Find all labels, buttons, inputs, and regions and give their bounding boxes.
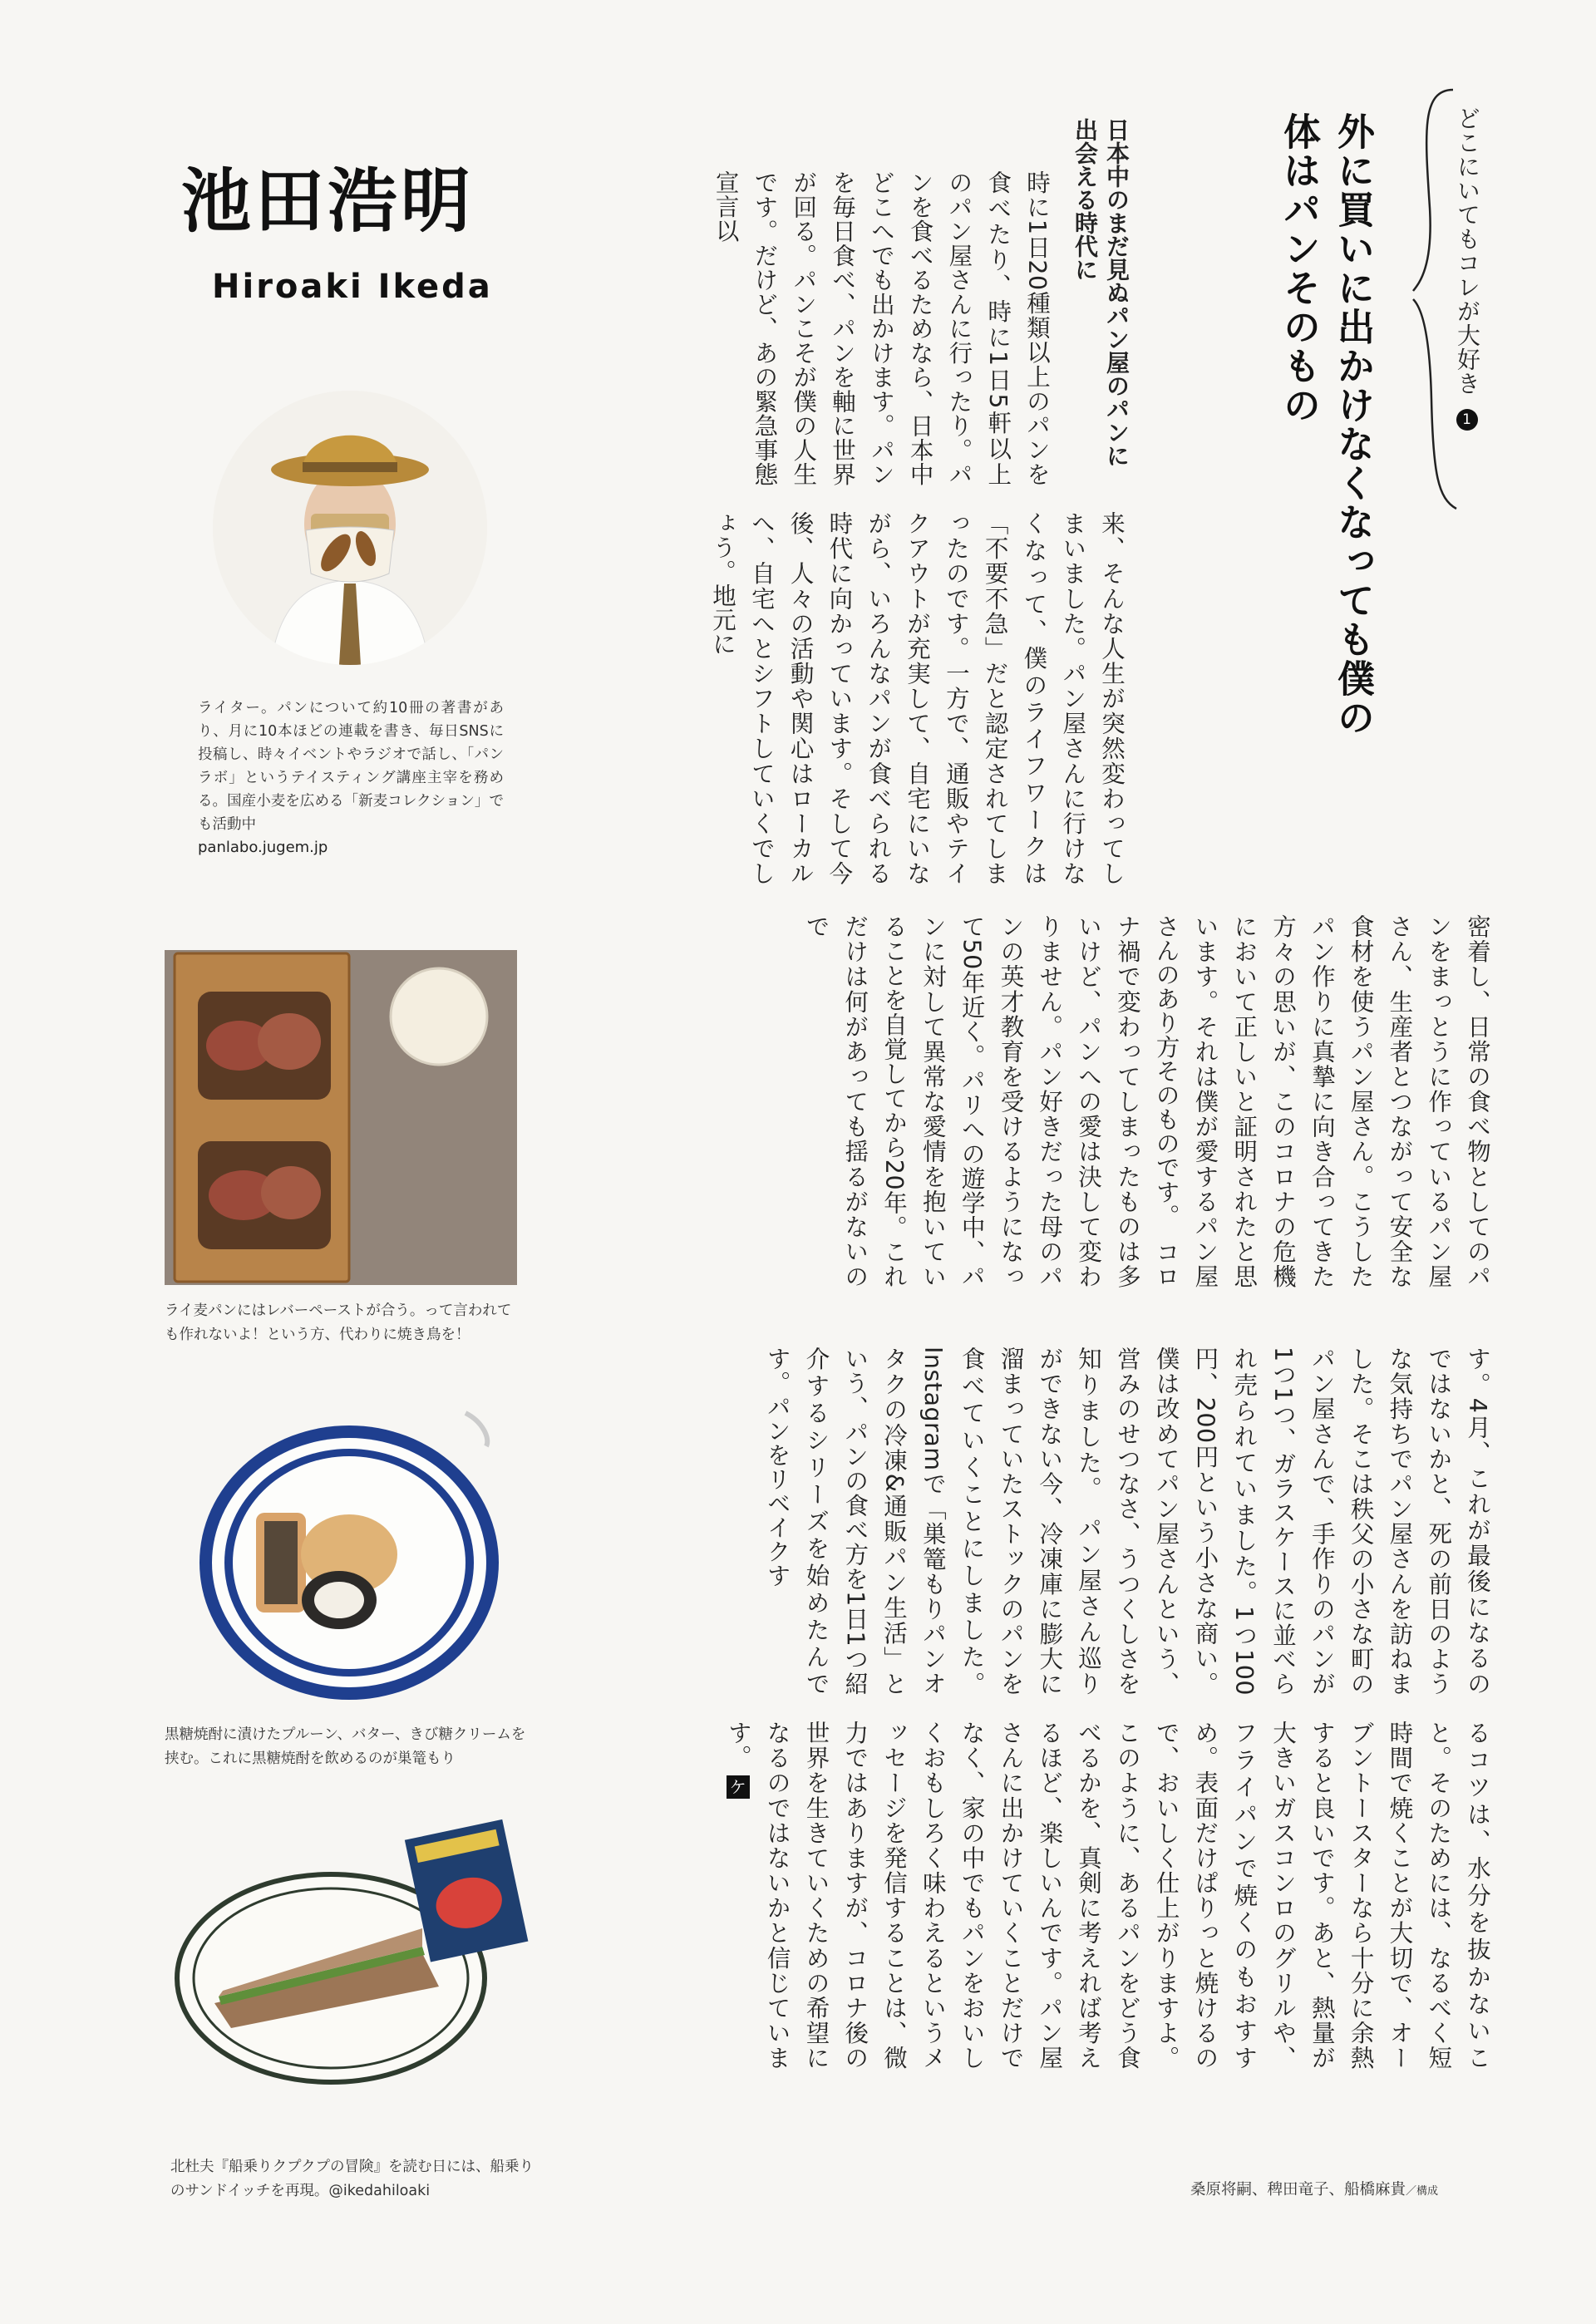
series-label-text: どこにいてもコレが大好き	[1454, 106, 1481, 396]
sailor-sandwich-photo	[173, 1812, 539, 2086]
author-portrait	[213, 391, 487, 665]
rye-toast-photo	[165, 950, 517, 1285]
author-portrait-illustration	[213, 391, 487, 665]
prune-sandwich-plate-photo	[191, 1396, 524, 1712]
body-text-tier-2: 来、そんな人生が突然変わってしまいました。パン屋さんに行けなくなって、僕のライフワークは「不要不急」だと認定されてしまったのです。一方で、通販やテイクアウトが充実して、自宅にいながら、いろんなパンが食べられる時代に向かっています。そして今後、人々の活動や関心はローカルへ、自宅へとシフトしていくでしょう。地元に	[709, 511, 1126, 885]
credit-role: ／構成	[1406, 2185, 1439, 2198]
author-website-link[interactable]: panlabo.jugem.jp	[198, 839, 328, 856]
credit-names: 桑原将嗣、稗田竜子、船橋麻貴	[1190, 2181, 1406, 2198]
author-name-en: Hiroaki Ikeda	[212, 268, 493, 306]
body-text-tier-4: す。4月、これが最後になるのではないかと、死の前日のような気持ちでパン屋さんを訪ねました。そこは秩父の小さな町のパン屋さんで、手作りのパンが1つ1つ、ガラスケースに並べられ売られていました。1つ100円、200円という小さな商い。僕は改めてパン屋さんという、営みのせつなさ、うつくしさを知りました。 パン屋さん巡りができない今、冷凍庫に膨大に溜まっていたストックのパンを食べていくことにしました。Instagramで「巣篭もりパンオタクの冷凍&通販パン生活」という、パンの食べ方を1日1つ紹介するシリーズを始めたんです。パンをリベイクす	[763, 1347, 1491, 1696]
body-text-tier-3: 密着し、日常の食べ物としてのパンをまっとうに作っているパン屋さん、生産者とつながって安全な食材を使うパン屋さん。こうしたパン作りに真摯に向き合ってきた方々の思いが、このコロナの危機において正しいと証明されたと思います。それは僕が愛するパン屋さんのあり方そのものです。 コロナ禍で変わってしまったものは多いけど、パンへの愛は決して変わりません。パン好きだった母のパンの英才教育を受けるようになって50年近く。パリへの遊学中、パンに対して異常な愛情を抱いていることを自覚してから20年。これだけは何があっても揺るがないので	[802, 914, 1491, 1288]
credits	[1190, 2178, 1438, 2199]
series-number-badge: 1	[1456, 409, 1478, 431]
sandwich-photo-caption: 北杜夫『船乗りクプクプの冒険』を読む日には、船乗りのサンドイッチを再現。@ikedahiloaki	[170, 2159, 534, 2199]
headline: 外に買いに出かけなくなっても僕の体はパンそのもの	[1277, 112, 1375, 737]
author-bio-text: ライター。パンについて約10冊の著書があり、月に10本ほどの連載を書き、毎日SNSに投稿し、時々イベントやラジオで話し、「パンラボ」というテイスティング講座主宰を務める。国産小麦を広める「新麦コレクション」でも活動中	[198, 700, 504, 833]
subhead: 日本中のまだ見ぬパン屋のパンに出会える時代に	[1071, 118, 1130, 467]
end-mark-icon: ケ	[727, 1775, 750, 1799]
author-bio	[198, 697, 504, 859]
author-name-jp: 池田浩明	[181, 160, 475, 242]
plate-photo-caption: 黒糖焼酎に漬けたプルーン、バター、きび糖クリームを挟む。これに黒糖焼酎を飲めるのが巣篭もり	[165, 1726, 526, 1767]
body-text-tier-1: 時に1日20種類以上のパンを食べたり、時に1日5軒以上のパン屋さんに行ったり。パンを食べるためなら、日本中どこへでも出かけます。パンを毎日食べ、パンを軸に世界が回る。パンこそが僕の人生です。だけど、あの緊急事態宣言以	[712, 170, 1051, 486]
series-bracket-icon	[1405, 83, 1471, 515]
body-text-tier-5-text: るコツは、水分を抜かないこと。そのためには、なるべく短時間で焼くことが大切で、オーブントースターなら十分に余熱すると良いです。あと、熱量が大きいガスコンロのグリルや、フライパンで焼くのもおすすめ。表面だけぱりっと焼けるので、おいしく仕上がりますよ。このように、あるパンをどう食べるかを、真剣に考えれば考えるほど、楽しいんです。パン屋さんに出かけていくことだけでなく、家の中でもパンをおいしくおもしろく味わえるというメッセージを発信することは、微力ではありますが、コロナ後の世界を生きていくための希望になるのではないかと信じています。	[724, 1721, 1491, 2070]
body-text-tier-5	[665, 1721, 1496, 2070]
toast-photo-caption: ライ麦パンにはレバーペーストが合う。って言われても作れないよ！という方、代わりに焼き鳥を！	[165, 1302, 512, 1343]
